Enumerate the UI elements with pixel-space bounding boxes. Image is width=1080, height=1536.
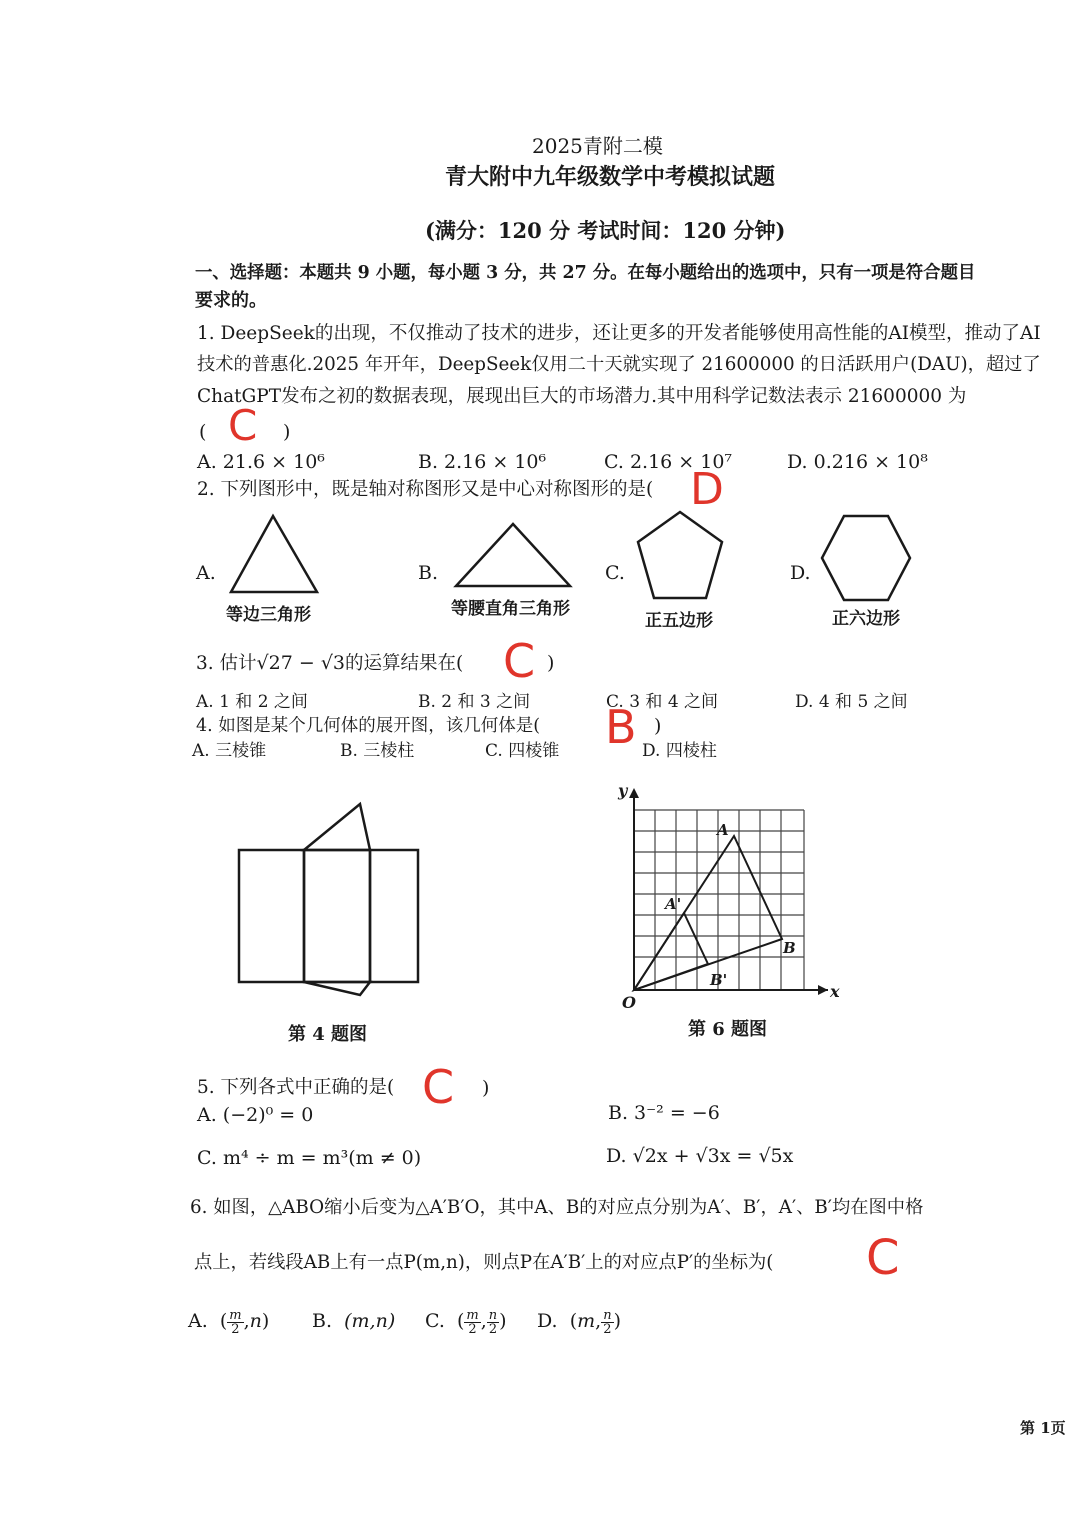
point-a-label: A (717, 821, 729, 839)
q6-line1: 6. 如图，△ABO缩小后变为△A′B′O，其中A、B的对应点分别为A′、B′，A′、B′均在图中格 (190, 1197, 924, 1218)
q3-stem-expr: √27 − √3 (256, 652, 346, 674)
fraction: $\frac{n}{2}$ (603, 1307, 612, 1337)
q1-option-d: D. 0.216 × 10⁸ (787, 451, 928, 473)
figure-4-caption: 第 4 题图 (288, 1024, 368, 1045)
q6-option-b: B. (m,n) (312, 1310, 396, 1332)
fraction: $\frac{m}{2}$ (466, 1307, 479, 1337)
q4-option-b: B. 三棱柱 (340, 741, 415, 761)
q3-handwritten-answer: C (503, 634, 536, 688)
q5-option-b: B. 3⁻² = −6 (608, 1102, 720, 1124)
exam-meta: (满分：120 分 考试时间：120 分钟) (425, 218, 786, 243)
q4-handwritten-answer: B (605, 700, 637, 754)
q4-option-d: D. 四棱柱 (642, 741, 717, 761)
q3-stem (196, 651, 463, 676)
q1-paren-open: ( (199, 421, 207, 443)
prism-net-figure (236, 800, 426, 1000)
q5-option-d: D. √2x + √3x = √5x (606, 1145, 794, 1167)
figure-6-caption: 第 6 题图 (688, 1019, 768, 1040)
q1-line3: ChatGPT发布之初的数据表现，展现出巨大的市场潜力.其中用科学记数法表示 21600000 为 (197, 386, 967, 407)
q1-paren-close: ) (283, 421, 291, 443)
caption-regular-hexagon: 正六边形 (832, 609, 900, 629)
q5-stem: 5. 下列各式中正确的是( (197, 1077, 395, 1098)
q1-option-b: B. 2.16 × 10⁶ (418, 451, 547, 473)
q1-option-c: C. 2.16 × 10⁷ (604, 451, 733, 473)
point-a-prime-label: A' (665, 895, 682, 913)
q3-option-b: B. 2 和 3 之间 (418, 692, 531, 712)
q4-paren-close: ) (654, 715, 662, 737)
section-instructions-line2: 要求的。 (195, 290, 267, 311)
q4-option-c: C. 四棱锥 (485, 741, 560, 761)
q2-option-a-letter: A. (196, 562, 216, 584)
q1-option-a: A. 21.6 × 10⁶ (197, 451, 325, 473)
q6-option-d-letter: D. (537, 1310, 558, 1332)
q4-option-a: A. 三棱锥 (192, 741, 267, 761)
q6-option-a: A. ( $\frac{m}{2}$ ,n) (188, 1307, 270, 1337)
q1-line1: 1. DeepSeek的出现，不仅推动了技术的进步，还让更多的开发者能够使用高性能的AI模型，推动了AI (197, 323, 1041, 344)
q2-handwritten-answer: D (690, 464, 724, 515)
q3-paren-close: ) (547, 652, 555, 674)
caption-equilateral-triangle: 等边三角形 (226, 605, 311, 625)
q2-stem: 2. 下列图形中，既是轴对称图形又是中心对称图形的是( (197, 479, 654, 500)
caption-regular-pentagon: 正五边形 (645, 611, 713, 631)
regular-hexagon-figure (818, 512, 918, 604)
exam-tag: 2025青附二模 (532, 134, 663, 158)
q5-paren-close: ) (482, 1077, 490, 1099)
q3-option-c: C. 3 和 4 之间 (606, 692, 719, 712)
page-number: 第 1页 (1020, 1419, 1066, 1437)
caption-isosceles-right-triangle: 等腰直角三角形 (451, 599, 570, 619)
x-axis-label: x (830, 982, 840, 1001)
q3-stem-pre: 3. 估计 (196, 653, 257, 674)
regular-pentagon-figure (630, 508, 740, 608)
q3-option-a: A. 1 和 2 之间 (196, 692, 308, 712)
q5-handwritten-answer: C (422, 1060, 455, 1114)
q2-option-c-letter: C. (605, 562, 625, 584)
section-instructions-line1: 一、选择题：本题共 9 小题，每小题 3 分，共 27 分。在每小题给出的选项中，只有一项是符合题目 (195, 263, 976, 283)
q2-option-d-letter: D. (790, 562, 811, 584)
point-b-label: B (783, 939, 796, 957)
page-title: 青大附中九年级数学中考模拟试题 (445, 164, 776, 190)
q5-option-c: C. m⁴ ÷ m = m³(m ≠ 0) (197, 1147, 422, 1169)
q1-line2: 技术的普惠化.2025 年开年，DeepSeek仅用二十天就实现了 21600000 的日活跃用户(DAU)，超过了 (197, 354, 1041, 375)
q2-option-b-letter: B. (418, 562, 439, 584)
q6-line2: 点上，若线段AB上有一点P(m,n)，则点P在A′B′上的对应点P′的坐标为( (194, 1252, 774, 1273)
q6-handwritten-answer: C (866, 1230, 900, 1286)
q6-option-c: C. ( $\frac{m}{2}$ , $\frac{n}{2}$ ) (425, 1307, 507, 1337)
fraction: $\frac{n}{2}$ (488, 1307, 498, 1337)
q6-option-a-letter: A. (188, 1310, 208, 1332)
origin-label: O (622, 993, 636, 1012)
equilateral-triangle-figure (225, 510, 325, 600)
q6-option-d: D. (m, $\frac{n}{2}$ ) (537, 1307, 621, 1337)
q4-stem: 4. 如图是某个几何体的展开图，该几何体是( (196, 716, 541, 736)
point-b-prime-label: B' (710, 971, 728, 989)
fraction: $\frac{m}{2}$ (229, 1307, 242, 1337)
isosceles-right-triangle-figure (450, 518, 580, 593)
q3-option-d: D. 4 和 5 之间 (795, 692, 908, 712)
q3-stem-post: 的运算结果在( (345, 653, 464, 674)
y-axis-label: y (618, 781, 628, 800)
q6-option-c-letter: C. (425, 1310, 445, 1332)
q6-option-b-letter: B. (312, 1310, 333, 1332)
q1-handwritten-answer: C (228, 401, 258, 450)
q5-option-a: A. (−2)⁰ = 0 (197, 1104, 314, 1126)
